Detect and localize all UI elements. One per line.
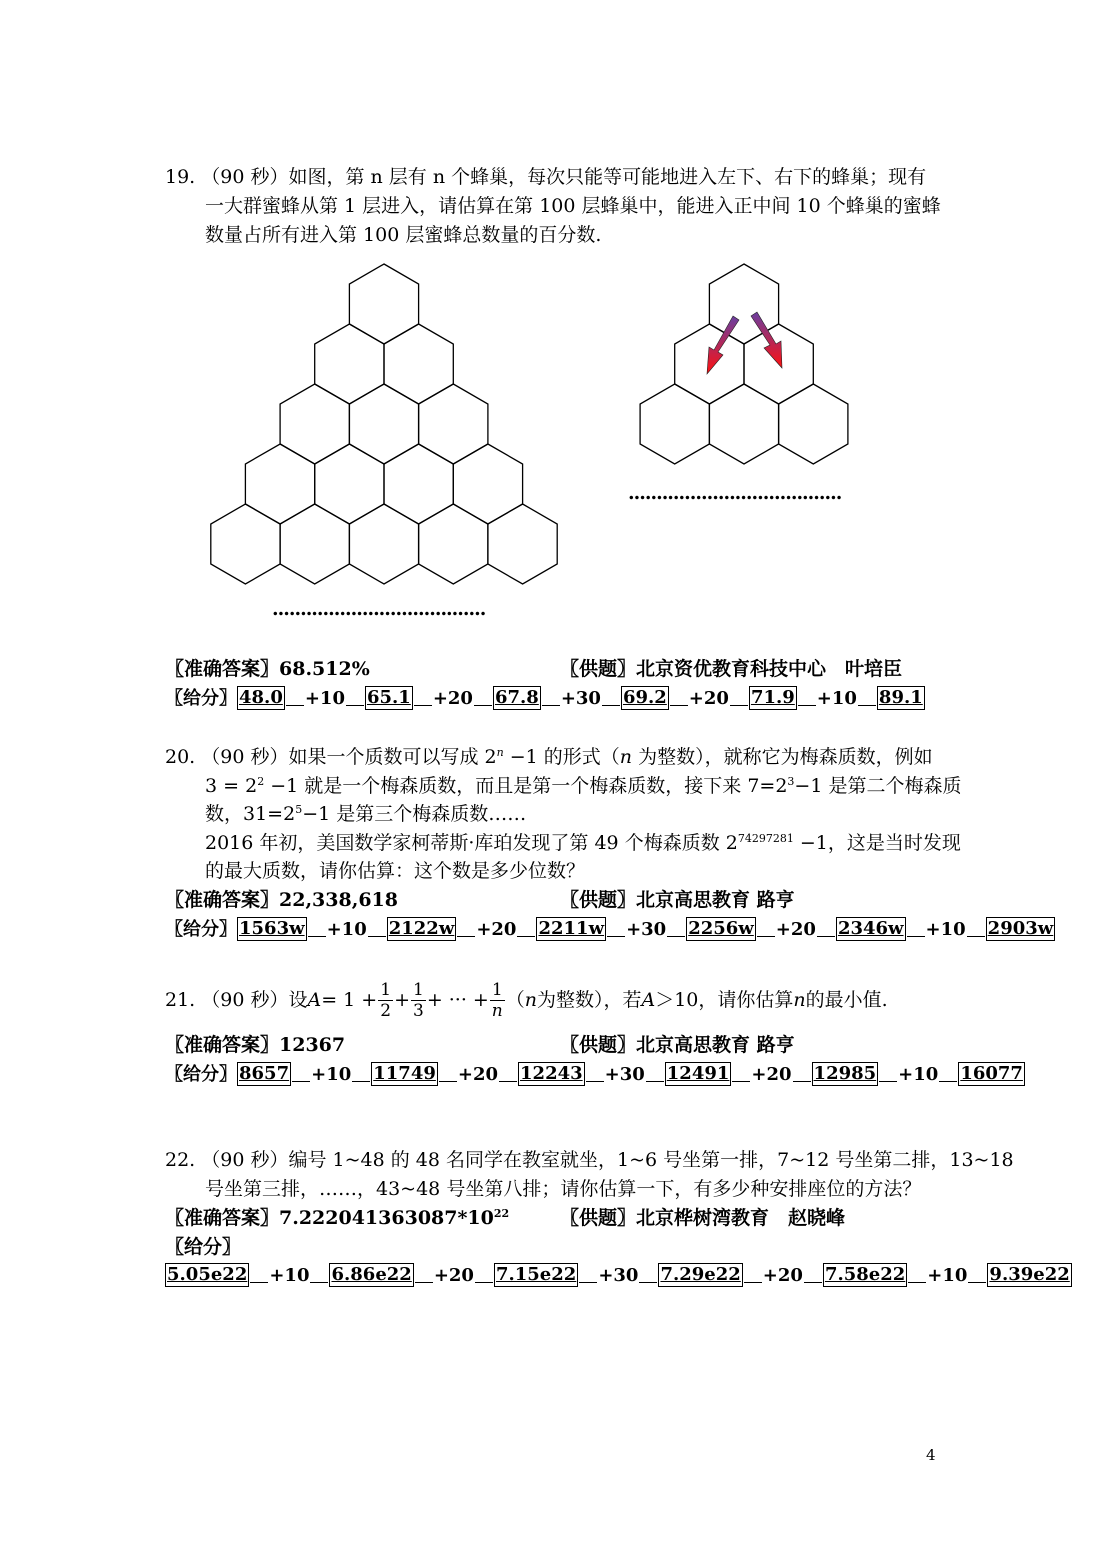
hexagon-cell [315,444,384,524]
honeycomb-pyramid-figure [200,258,570,593]
score-threshold-box: 69.2 [622,687,667,708]
q22-text-line1: 22. （90 秒）编号 1~48 的 48 名同学在教室就坐，1~6 号坐第一排，7~12 号坐第二排，13~18 [165,1149,1014,1171]
score-threshold-box: 2256w [688,918,754,939]
score-threshold-box: 7.58e22 [824,1264,906,1285]
score-points: +30 [560,688,601,709]
score-threshold-box: 2211w [538,918,605,939]
score-points: +20 [751,1064,792,1085]
score-threshold-box: 2903w [987,918,1054,939]
fraction-1-n: $\frac{1}{n}$ [491,979,503,1021]
q22-source: 〖供题〗北京桦树湾教育 赵晓峰 [560,1207,846,1229]
score-points: +10 [898,1064,939,1085]
q21-answer: 〖准确答案〗12367 [165,1034,346,1056]
q20-answer: 〖准确答案〗22,338,618 [165,889,398,911]
q19-answer: 〖准确答案〗68.512% [165,658,370,680]
score-points: +30 [604,1064,645,1085]
score-points: +10 [925,919,966,940]
score-threshold-box: 7.15e22 [495,1264,577,1285]
hexagon-cell [419,384,488,464]
q20-text-line4: 2016 年初，美国数学家柯蒂斯·库珀发现了第 49 个梅森质数 $2^{74297281} -1$，这是当时发现 [205,832,961,854]
arrow-right-icon [751,312,782,368]
score-points: +10 [326,919,367,940]
score-threshold-box: 8657 [239,1063,290,1084]
score-threshold-box: 2122w [388,918,455,939]
score-threshold-box: 12491 [666,1063,730,1084]
hexagon-cell [280,384,349,464]
score-threshold-box: 48.0 [239,687,283,708]
score-points: +30 [598,1265,639,1286]
score-threshold-box: 71.9 [750,687,795,708]
hexagon-cell [384,444,453,524]
q21-text: 21. （90 秒）设 A = 1 + $\frac{1}{2}$ + $\frac{1}{3}$ + ··· + $\frac{1}{n}$ （ n 为整数），若 A ＞10，请你估算 n 的最小值. [165,979,888,1021]
score-threshold-box: 12985 [813,1063,877,1084]
score-threshold-box: 65.1 [366,687,411,708]
honeycomb-arrow-figure [630,258,860,473]
score-threshold-box: 67.8 [494,687,539,708]
score-label: 〖给分〗 [165,688,237,709]
hexagon-cell [349,384,418,464]
score-label: 〖给分〗 [165,919,237,940]
hexagon-cell [245,444,314,524]
score-threshold-box: 16077 [960,1063,1023,1084]
q19-text-line3: 数量占所有进入第 100 层蜜蜂总数量的百分数. [205,224,602,246]
q19-score-row [165,686,925,710]
score-points: +20 [775,919,816,940]
score-points: +20 [433,1265,474,1286]
q19-dots-left: ...................................... [272,598,486,620]
score-threshold-box: 7.29e22 [660,1264,741,1285]
hexagon-cell [419,504,488,584]
score-threshold-box: 89.1 [878,687,923,708]
score-points: +10 [269,1265,310,1286]
q22-score-row [165,1263,1072,1287]
score-threshold-box: 12243 [520,1063,583,1084]
q20-text-line3: 数，$31=2^5-1$ 是第三个梅森质数…… [205,803,527,825]
score-points: +30 [626,919,667,940]
score-points: +20 [457,1064,499,1085]
fraction-1-2: $\frac{1}{2}$ [380,979,392,1021]
q20-text-line2: $3 = 2^2 -1$ 就是一个梅森质数，而且是第一个梅森质数，接下来 $7=2^3-1$ 是第二个梅森质 [205,775,962,797]
q22-answer: 〖准确答案〗$7.222041363087*10^{22}$ [165,1207,510,1229]
score-points: +20 [432,688,473,709]
score-threshold-box: 11749 [373,1063,436,1084]
hexagon-cell [384,324,453,404]
score-points: +20 [762,1265,803,1286]
q20-score-row [165,917,1055,941]
hexagon-cell [640,384,709,464]
fraction-1-3: $\frac{1}{3}$ [412,979,424,1021]
q19-source: 〖供题〗北京资优教育科技中心 叶培臣 [560,658,903,680]
score-threshold-box: 1563w [239,918,305,939]
q22-text-line2: 号坐第三排，……，43~48 号坐第八排；请你估算一下，有多少种安排座位的方法？ [205,1178,922,1200]
q22-score-label: 〖给分〗 [165,1236,242,1258]
hexagon-cell [779,384,848,464]
score-threshold-box: 9.39e22 [989,1264,1070,1285]
score-threshold-box: 5.05e22 [167,1264,248,1285]
score-label: 〖给分〗 [165,1064,237,1085]
score-points: +20 [688,688,729,709]
q19-dots-right: ...................................... [628,482,842,504]
q20-text-line5: 的最大质数，请你估算：这个数是多少位数？ [205,860,586,882]
score-threshold-box: 2346w [837,918,904,939]
q19-text-line1: 19. （90 秒）如图，第 n 层有 n 个蜂巢，每次只能等可能地进入左下、右下的蜂巢；现有 [165,166,927,188]
q20-source: 〖供题〗北京高思教育 路亨 [560,889,795,911]
hexagon-cell [211,504,280,584]
q21-source: 〖供题〗北京高思教育 路亨 [560,1034,795,1056]
q21-score-row [165,1062,1025,1086]
hexagon-cell [709,384,778,464]
hexagon-cell [315,324,384,404]
hexagon-cell [349,504,418,584]
score-points: +10 [816,688,857,709]
hexagon-cell [280,504,349,584]
q19-text-line2: 一大群蜜蜂从第 1 层进入，请估算在第 100 层蜂巢中，能进入正中间 10 个蜂巢的蜜蜂 [205,195,941,217]
score-points: +20 [476,919,517,940]
score-points: +10 [304,688,345,709]
q20-text-line1: 20. （90 秒）如果一个质数可以写成 $2^n -1$ 的形式（n 为整数），就称它为梅森质数，例如 [165,746,933,768]
hexagon-cell [349,264,418,344]
hexagon-cell [453,444,522,524]
score-threshold-box: 6.86e22 [331,1264,412,1285]
hexagon-cell [488,504,557,584]
page-number: 4 [926,1446,936,1464]
score-points: +10 [311,1064,352,1085]
score-points: +10 [927,1265,968,1286]
